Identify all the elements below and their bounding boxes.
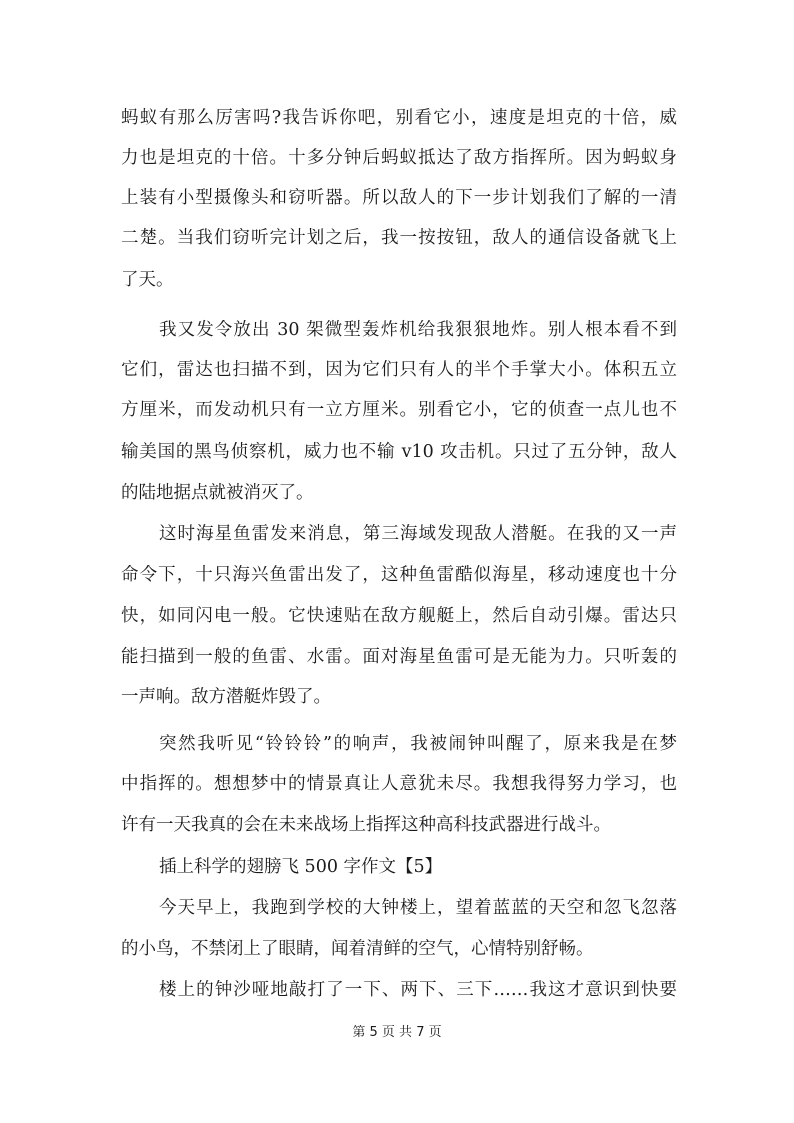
text-line-7: 它们，雷达也扫描不到，因为它们只有人的半个手掌大小。体积五立 [121,360,677,380]
text-line-5: 了天。 [121,270,174,290]
text-line-2: 力也是坦克的十倍。十多分钟后蚂蚁抵达了敌方指挥所。因为蚂蚁身 [121,148,677,168]
text-line-11: 这时海星鱼雷发来消息，第三海域发现敌人潜艇。在我的又一声 [159,524,677,544]
text-line-13: 快，如同闪电一般。它快速贴在敌方舰艇上，然后自动引爆。雷达只 [121,606,677,626]
text-line-9: 输美国的黑鸟侦察机，威力也不输 v10 攻击机。只过了五分钟，敌人 [121,442,677,462]
text-line-20: 今天早上，我跑到学校的大钟楼上，望着蓝蓝的天空和忽飞忽落 [159,898,677,918]
text-line-6: 我又发令放出 30 架微型轰炸机给我狠狠地炸。别人根本看不到 [159,320,677,340]
text-line-14: 能扫描到一般的鱼雷、水雷。面对海星鱼雷可是无能为力。只听轰的 [121,647,677,667]
page-number-footer: 第 5 页 共 7 页 [352,1025,442,1040]
text-line-16: 突然我听见“铃铃铃”的响声，我被闹钟叫醒了，原来我是在梦 [159,734,677,754]
text-line-8: 方厘米，而发动机只有一立方厘米。别看它小，它的侦查一点儿也不 [121,400,677,420]
text-line-12: 命令下，十只海兴鱼雷出发了，这种鱼雷酷似海星，移动速度也十分 [121,565,677,585]
text-line-15: 一声响。敌方潜艇炸毁了。 [121,687,331,707]
text-line-1: 蚂蚁有那么厉害吗?我告诉你吧，别看它小，速度是坦克的十倍，威 [121,108,677,128]
text-line-3: 上装有小型摄像头和窃听器。所以敌人的下一步计划我们了解的一清 [121,188,677,208]
text-line-10: 的陆地据点就被消灭了。 [121,483,314,503]
text-line-4: 二楚。当我们窃听完计划之后，我一按按钮，敌人的通信设备就飞上 [121,228,677,248]
text-line-22: 楼上的钟沙哑地敲打了一下、两下、三下……我这才意识到快要 [159,980,677,1000]
text-line-17: 中指挥的。想想梦中的情景真让人意犹未尽。我想我得努力学习，也 [121,774,677,794]
section-heading: 插上科学的翅膀飞 500 字作文【5】 [159,857,443,877]
text-line-21: 的小鸟，不禁闭上了眼睛，闻着清鲜的空气，心情特别舒畅。 [121,939,594,959]
text-line-18: 许有一天我真的会在未来战场上指挥这种高科技武器进行战斗。 [121,815,611,835]
